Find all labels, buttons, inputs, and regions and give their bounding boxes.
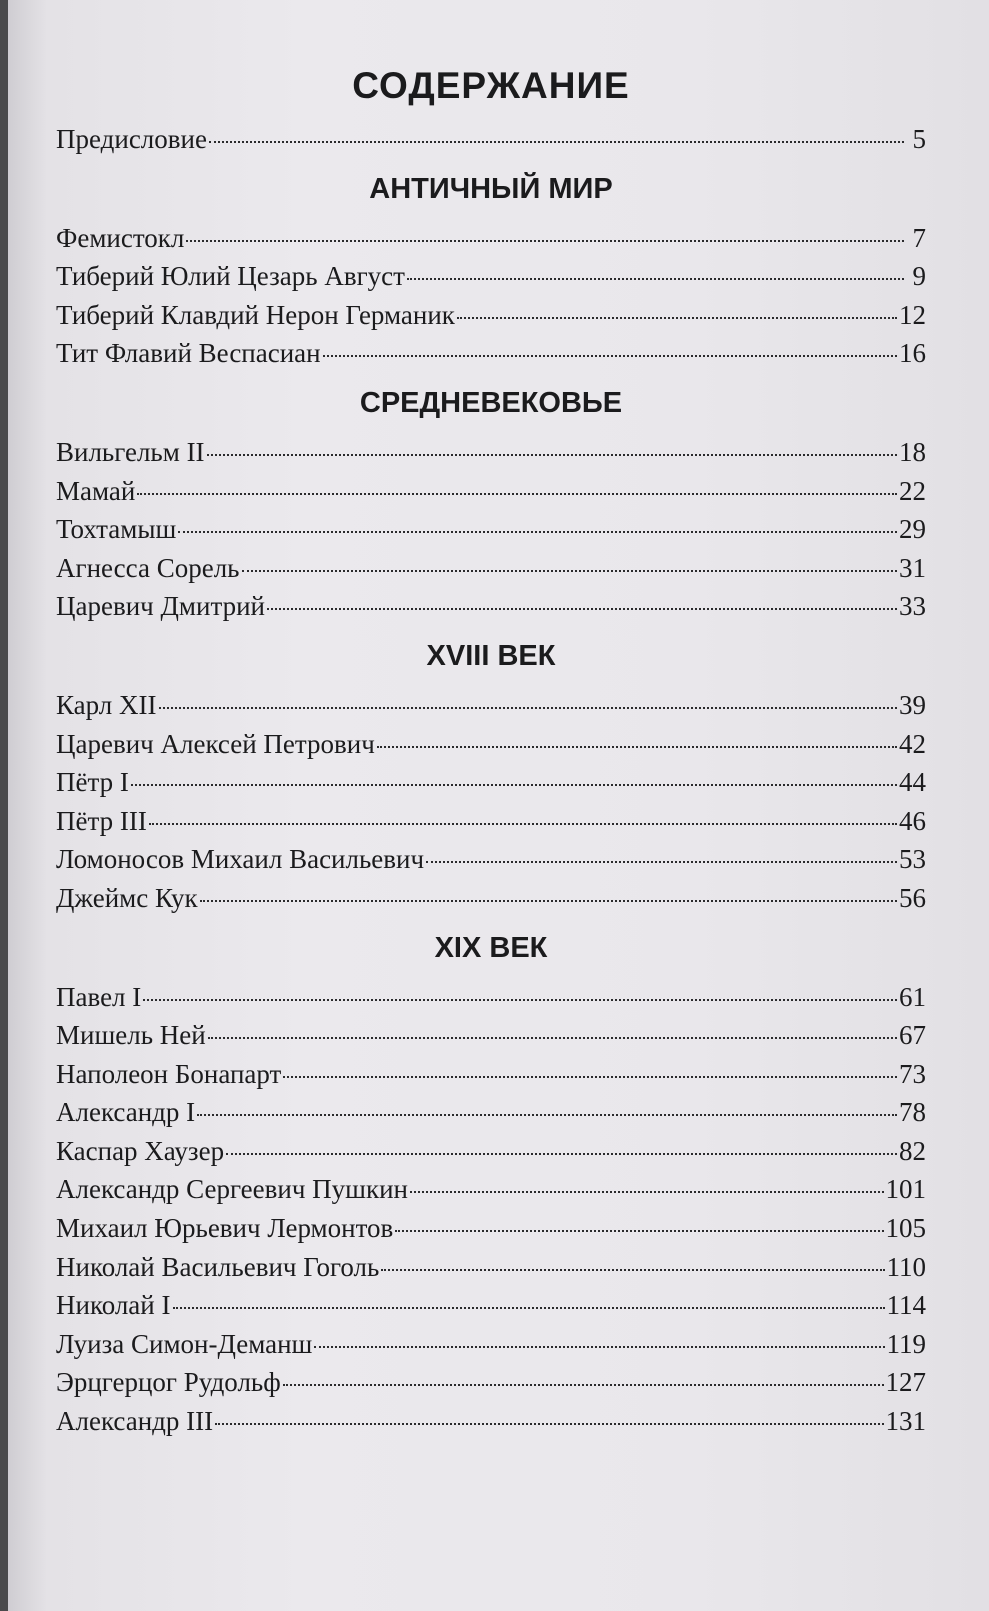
toc-entry-name: Царевич Дмитрий [56,591,265,622]
toc-entry-page: 105 [885,1213,926,1244]
dot-leader [377,746,897,748]
toc-entry-name: Луиза Симон-Деманш [56,1328,313,1359]
toc-title: СОДЕРЖАНИЕ [352,65,630,106]
dot-leader [283,1076,897,1078]
toc-entry-page: 78 [899,1097,926,1128]
toc-entry-name: Пётр I [56,767,129,798]
dot-leader [314,1346,884,1348]
toc-entry [56,1325,926,1364]
toc-entry-name: Вильгельм II [56,436,205,467]
book-page [8,0,989,1611]
toc-entry [56,802,926,841]
toc-entry-page: 56 [899,882,926,913]
dot-leader [173,1307,885,1309]
toc-entry-page: 12 [899,299,926,330]
toc-entry-name: Предисловие [56,124,207,154]
toc-entry-name: Мамай [56,475,136,506]
dot-leader [131,784,897,786]
toc-entry [56,879,926,918]
dot-leader [242,570,898,572]
section-heading: АНТИЧНЫЙ МИР [369,172,613,205]
toc-entry-name: Ломоносов Михаил Васильевич [56,844,425,875]
toc-entry [56,1170,926,1209]
toc-entry-page: 101 [885,1174,926,1205]
toc-entry-page: 29 [899,514,926,545]
toc-entry-name: Эрцгерцог Рудольф [56,1367,281,1398]
toc-entry-name: Александр III [56,1406,214,1437]
toc-entry-name: Агнесса Сорель [56,552,240,583]
toc-entry [56,1132,926,1171]
toc-entry [56,587,926,626]
toc-entry [56,1402,926,1441]
toc-entry-name: Мишель Ней [56,1020,206,1051]
toc-entry-name: Михаил Юрьевич Лермонтов [56,1213,394,1244]
dot-leader [407,278,904,280]
section-heading: СРЕДНЕВЕКОВЬЕ [359,386,623,419]
dot-leader [207,454,897,456]
toc-entry [56,725,926,764]
toc-entry [56,1093,926,1132]
toc-entry-name: Александр Сергеевич Пушкин [56,1174,408,1205]
section-heading: XIX ВЕК [434,931,548,964]
dot-leader [381,1269,884,1271]
toc-entry-page: 33 [899,591,926,622]
toc-entry [56,1055,926,1094]
toc-entry-name: Тохтамыш [56,514,177,545]
toc-entry-name: Каспар Хаузер [56,1135,225,1166]
toc-entry-name: Карл XII [56,689,157,720]
toc-entry-page: 44 [899,767,926,798]
toc-entry [56,257,926,296]
toc-entry-page: 127 [885,1367,926,1398]
dot-leader [226,1153,897,1155]
dot-leader [208,1037,897,1039]
toc-entry [56,433,926,472]
toc-entry-page: 114 [886,1290,926,1321]
toc-entry-name: Фемистокл [56,222,185,253]
toc-entry [56,472,926,511]
dot-leader [323,355,897,357]
toc-entry-name: Николай I [56,1290,171,1321]
toc-entry-page: 46 [899,805,926,836]
dot-leader [410,1191,884,1193]
dot-leader [143,999,897,1001]
toc-entry-page: 18 [899,436,926,467]
toc-entry [56,763,926,802]
dot-leader [267,608,897,610]
toc-entry [56,296,926,335]
toc-entry [56,1363,926,1402]
dot-leader [137,493,897,495]
toc-entry-name: Тит Флавий Веспасиан [56,338,321,369]
dot-leader [283,1384,884,1386]
toc-entry [56,219,926,258]
toc-entry-page: 110 [886,1251,926,1282]
dot-leader [395,1230,883,1232]
toc-entry-name: Николай Васильевич Гоголь [56,1251,380,1282]
toc-entry [56,840,926,879]
toc-entry-page: 61 [899,981,926,1012]
toc-entry [56,1016,926,1055]
toc-entry-name: Пётр III [56,805,147,836]
toc-entry-page: 73 [899,1058,926,1089]
toc-entry-page: 119 [886,1328,926,1359]
toc-entry [56,1286,926,1325]
toc-entry-page: 7 [912,222,926,253]
toc-entry-name: Павел I [56,981,142,1012]
toc-entry-name: Джеймс Кук [56,882,198,913]
toc-entry-page: 9 [912,261,926,292]
toc-entry [56,334,926,373]
toc-entry-name: Царевич Алексей Петрович [56,728,375,759]
toc-entry [56,1248,926,1287]
dot-leader [159,707,898,709]
toc-entry-page: 22 [899,475,926,506]
dot-leader [186,240,904,242]
toc-entry [56,510,926,549]
toc-entry-page: 16 [899,338,926,369]
dot-leader [215,1423,883,1425]
toc-entry-intro [56,120,926,159]
toc-entry [56,978,926,1017]
table-of-contents [56,62,926,1441]
dot-leader [178,531,897,533]
dot-leader [209,141,904,143]
toc-entry-page: 42 [899,728,926,759]
toc-entry-page: 53 [899,844,926,875]
toc-entry-name: Наполеон Бонапарт [56,1058,282,1089]
toc-entry-page: 67 [899,1020,926,1051]
toc-entry-page: 31 [899,552,926,583]
toc-entry [56,1209,926,1248]
dot-leader [197,1114,897,1116]
toc-entry-name: Тиберий Клавдий Нерон Германик [56,299,455,330]
toc-entry-page: 39 [899,689,926,720]
dot-leader [426,861,897,863]
toc-entry-name: Александр I [56,1097,196,1128]
toc-entry-page: 82 [899,1135,926,1166]
dot-leader [149,823,897,825]
dot-leader [457,317,897,319]
dot-leader [200,900,897,902]
toc-sections [56,159,926,1441]
toc-entry [56,549,926,588]
toc-entry-page: 131 [885,1406,926,1437]
toc-entry [56,686,926,725]
toc-entry-page: 5 [912,124,926,154]
toc-entry-name: Тиберий Юлий Цезарь Август [56,261,405,292]
section-heading: XVIII ВЕК [426,639,556,672]
